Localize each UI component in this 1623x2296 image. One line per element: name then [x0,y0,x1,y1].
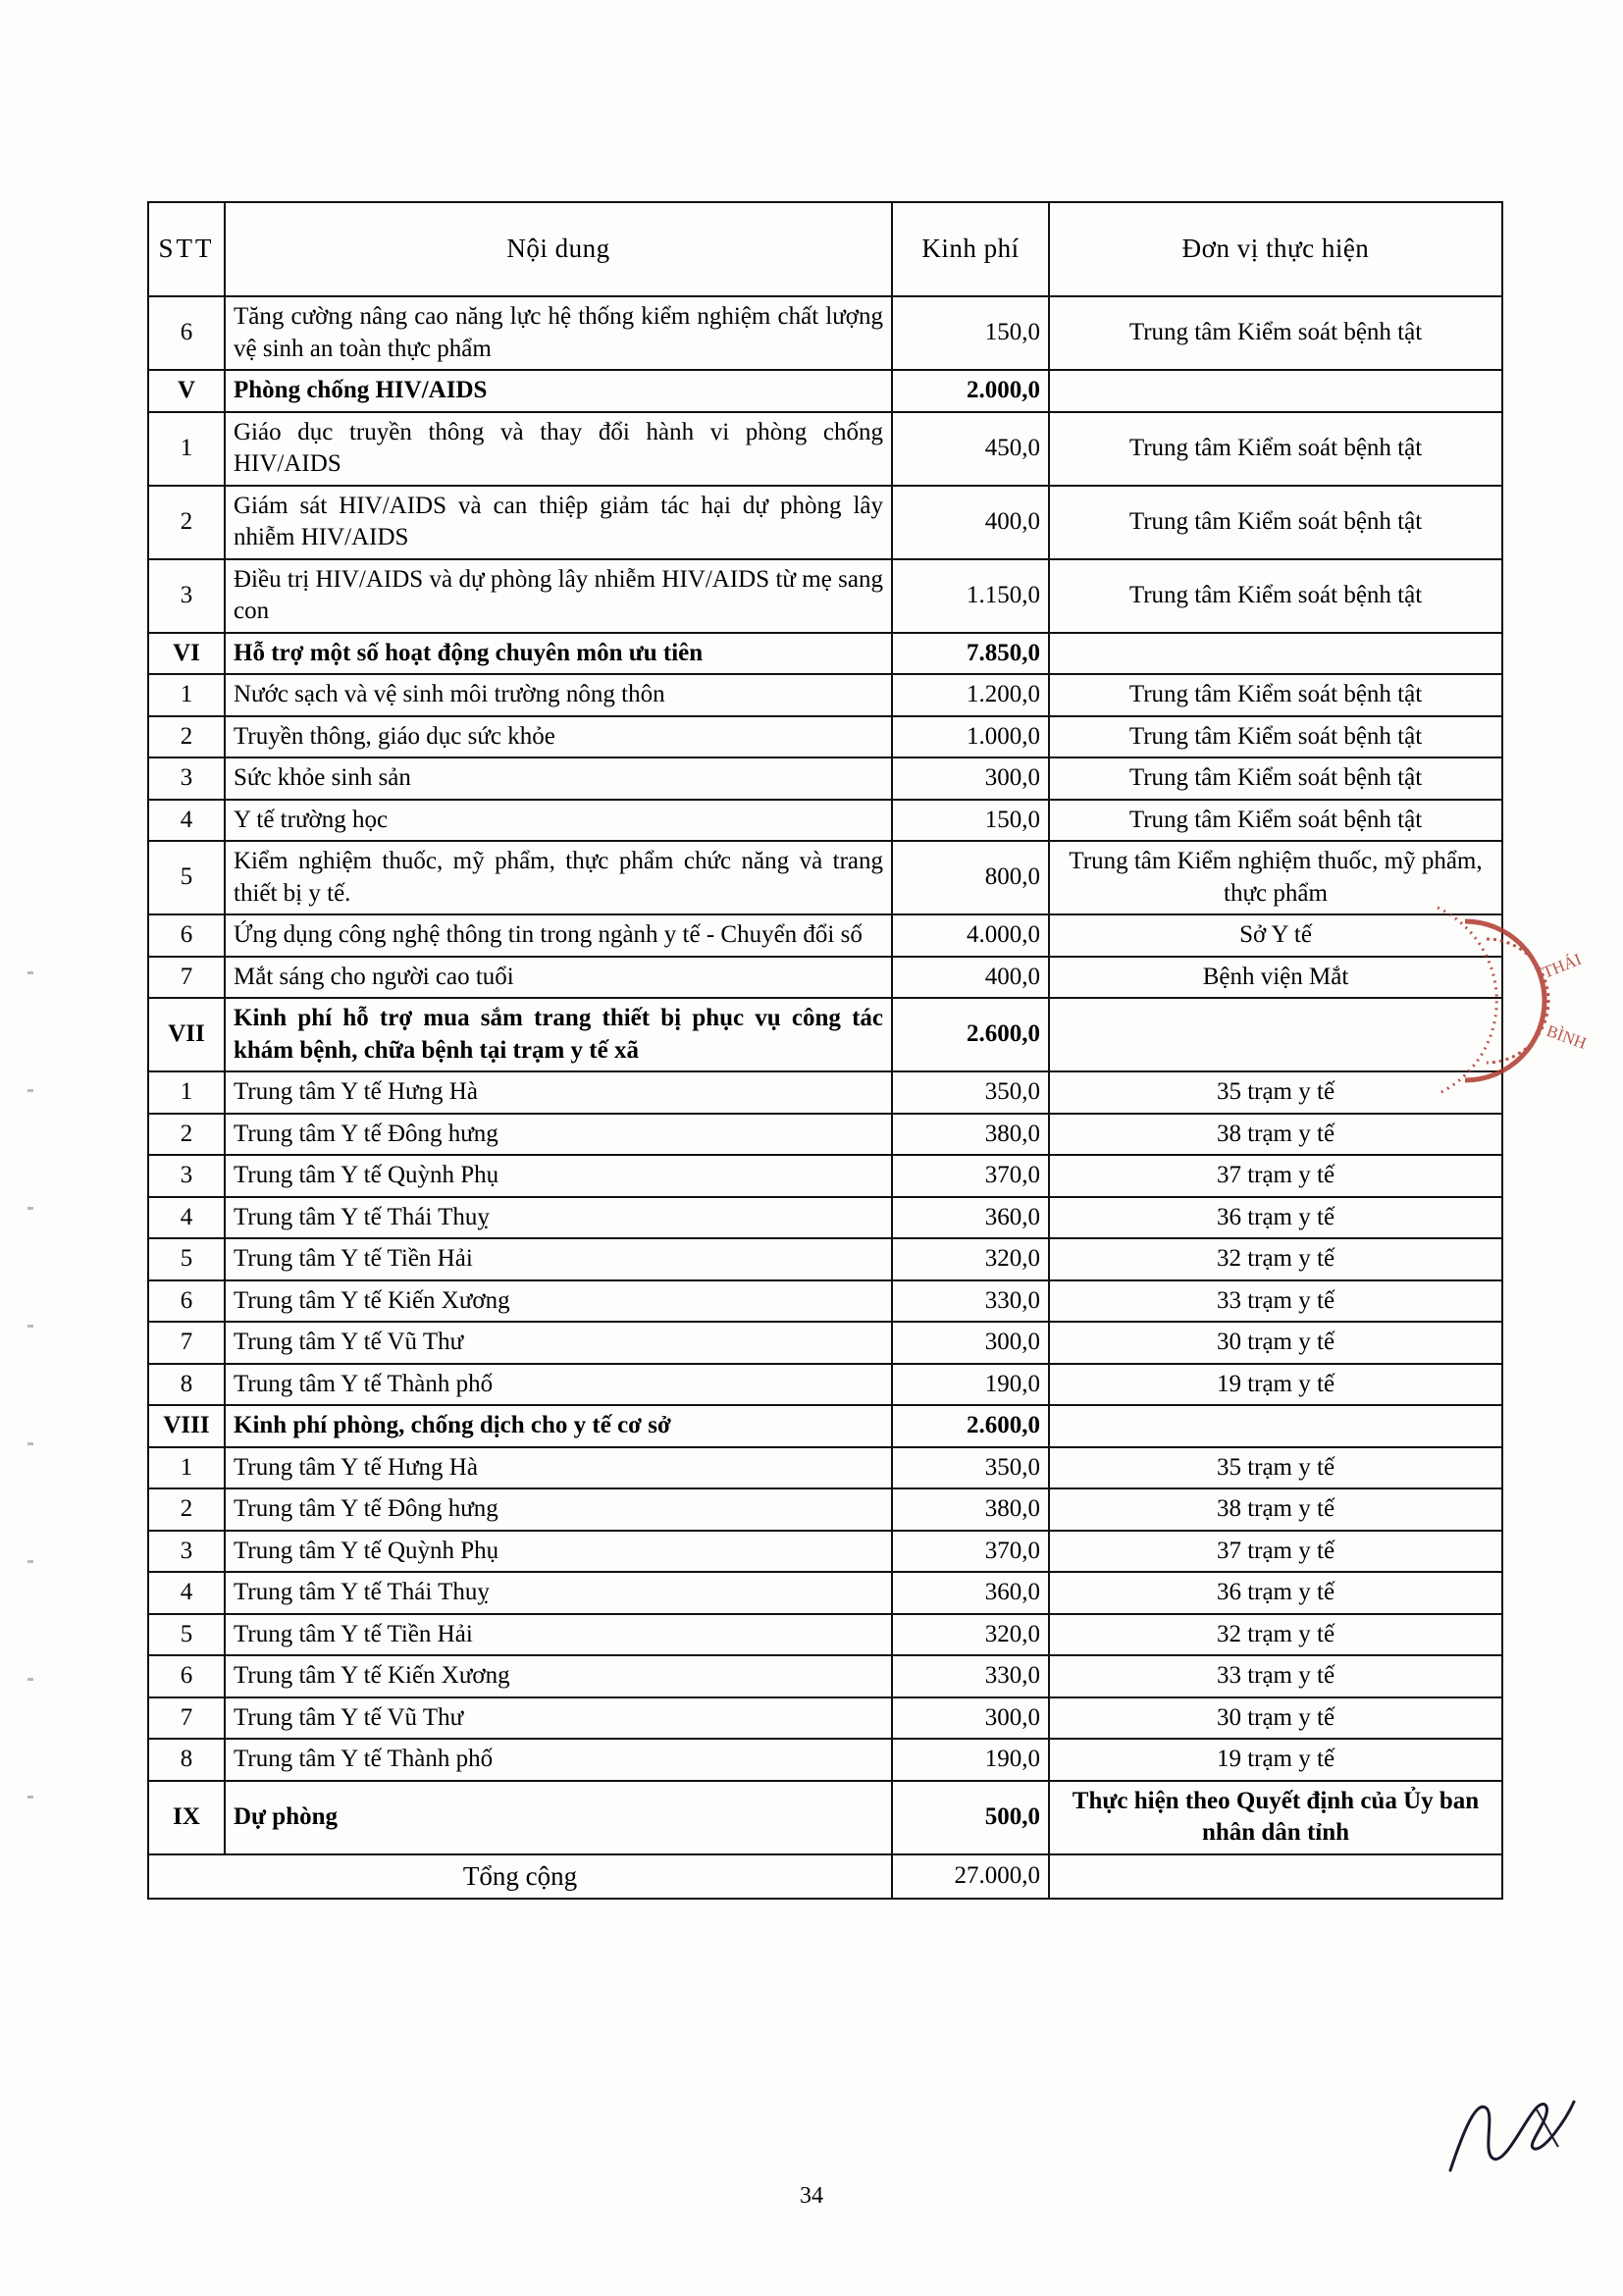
cell-stt: 6 [148,1655,225,1697]
cell-noi-dung: Trung tâm Y tế Thành phố [225,1364,892,1406]
stamp-text-bottom: BÌNH [1544,1020,1590,1053]
cell-noi-dung: Trung tâm Y tế Hưng Hà [225,1447,892,1489]
cell-kinh-phi: 330,0 [892,1280,1049,1323]
cell-kinh-phi: 2.600,0 [892,998,1049,1071]
cell-noi-dung: Kiểm nghiệm thuốc, mỹ phẩm, thực phẩm chức năng và trang thiết bị y tế. [225,841,892,914]
table-row [148,1531,1502,1573]
table-row [148,296,1502,370]
table-row [148,1655,1502,1697]
cell-stt: 2 [148,1488,225,1531]
cell-noi-dung: Kinh phí hỗ trợ mua sắm trang thiết bị phục vụ công tác khám bệnh, chữa bệnh tại trạm y tế xã [225,998,892,1071]
cell-noi-dung: Trung tâm Y tế Đông hưng [225,1114,892,1156]
cell-kinh-phi: 190,0 [892,1364,1049,1406]
cell-don-vi: Thực hiện theo Quyết định của Ủy ban nhân dân tỉnh [1049,1781,1502,1854]
cell-don-vi: 32 trạm y tế [1049,1238,1502,1280]
cell-stt: 6 [148,296,225,370]
cell-don-vi: 36 trạm y tế [1049,1197,1502,1239]
table-row [148,1197,1502,1239]
cell-don-vi: 33 trạm y tế [1049,1280,1502,1323]
cell-kinh-phi: 2.600,0 [892,1405,1049,1447]
cell-stt: 7 [148,1322,225,1364]
page-number: 34 [800,2183,823,2209]
cell-stt: 2 [148,716,225,758]
cell-kinh-phi: 7.850,0 [892,633,1049,675]
total-label: Tổng cộng [148,1854,892,1899]
cell-noi-dung: Dự phòng [225,1781,892,1854]
cell-stt: 6 [148,914,225,957]
cell-noi-dung: Giáo dục truyền thông và thay đổi hành vi phòng chống HIV/AIDS [225,412,892,486]
table-row [148,998,1502,1071]
table-row [148,1697,1502,1740]
cell-don-vi: 19 trạm y tế [1049,1739,1502,1781]
cell-don-vi [1049,1405,1502,1447]
cell-noi-dung: Sức khỏe sinh sản [225,757,892,800]
cell-kinh-phi: 800,0 [892,841,1049,914]
cell-don-vi: Bệnh viện Mắt [1049,957,1502,999]
table-row [148,1739,1502,1781]
table-row [148,841,1502,914]
cell-don-vi [1049,633,1502,675]
table-row [148,1071,1502,1114]
table-row [148,1572,1502,1614]
cell-kinh-phi: 300,0 [892,1322,1049,1364]
cell-kinh-phi: 400,0 [892,957,1049,999]
cell-noi-dung: Trung tâm Y tế Thái Thuỵ [225,1572,892,1614]
cell-noi-dung: Tăng cường nâng cao năng lực hệ thống kiểm nghiệm chất lượng vệ sinh an toàn thực phẩm [225,296,892,370]
table-row [148,1405,1502,1447]
cell-stt: 3 [148,757,225,800]
cell-noi-dung: Trung tâm Y tế Thành phố [225,1739,892,1781]
cell-stt: IX [148,1781,225,1854]
table-row [148,1238,1502,1280]
cell-noi-dung: Trung tâm Y tế Thái Thuỵ [225,1197,892,1239]
cell-don-vi: Trung tâm Kiểm soát bệnh tật [1049,674,1502,716]
cell-noi-dung: Trung tâm Y tế Vũ Thư [225,1697,892,1740]
table-body [148,296,1502,1899]
cell-kinh-phi: 400,0 [892,486,1049,559]
cell-don-vi: Trung tâm Kiểm soát bệnh tật [1049,757,1502,800]
table-row [148,1322,1502,1364]
cell-don-vi: Trung tâm Kiểm soát bệnh tật [1049,296,1502,370]
stamp-text-top: THÁI [1540,949,1585,982]
scan-margin-artifact [27,971,33,1854]
cell-stt: 1 [148,412,225,486]
table-row [148,1488,1502,1531]
cell-noi-dung: Phòng chống HIV/AIDS [225,370,892,412]
table-row [148,914,1502,957]
table-row [148,1114,1502,1156]
cell-noi-dung: Trung tâm Y tế Vũ Thư [225,1322,892,1364]
cell-noi-dung: Trung tâm Y tế Tiền Hải [225,1238,892,1280]
cell-kinh-phi: 320,0 [892,1614,1049,1656]
cell-kinh-phi: 1.200,0 [892,674,1049,716]
table-row [148,559,1502,633]
cell-don-vi: 33 trạm y tế [1049,1655,1502,1697]
cell-noi-dung: Trung tâm Y tế Kiến Xương [225,1280,892,1323]
cell-don-vi [1049,998,1502,1071]
cell-noi-dung: Ứng dụng công nghệ thông tin trong ngành y tế - Chuyển đổi số [225,914,892,957]
cell-kinh-phi: 1.000,0 [892,716,1049,758]
cell-stt: 6 [148,1280,225,1323]
cell-kinh-phi: 1.150,0 [892,559,1049,633]
table-row [148,1781,1502,1854]
table-header-row [148,202,1502,296]
cell-kinh-phi: 4.000,0 [892,914,1049,957]
table-row [148,1364,1502,1406]
cell-noi-dung: Trung tâm Y tế Tiền Hải [225,1614,892,1656]
cell-kinh-phi: 380,0 [892,1114,1049,1156]
cell-kinh-phi: 350,0 [892,1447,1049,1489]
cell-stt: V [148,370,225,412]
cell-don-vi: 37 trạm y tế [1049,1155,1502,1197]
cell-kinh-phi: 300,0 [892,1697,1049,1740]
cell-kinh-phi: 330,0 [892,1655,1049,1697]
cell-stt: 4 [148,1197,225,1239]
table-row [148,486,1502,559]
column-header-stt: STT [148,202,225,296]
cell-don-vi: Trung tâm Kiểm soát bệnh tật [1049,559,1502,633]
cell-noi-dung: Hỗ trợ một số hoạt động chuyên môn ưu tiên [225,633,892,675]
cell-stt: 4 [148,1572,225,1614]
cell-kinh-phi: 350,0 [892,1071,1049,1114]
cell-stt: 1 [148,1071,225,1114]
cell-don-vi: 38 trạm y tế [1049,1114,1502,1156]
budget-table [147,201,1503,1900]
cell-stt: VII [148,998,225,1071]
cell-kinh-phi: 370,0 [892,1531,1049,1573]
cell-noi-dung: Điều trị HIV/AIDS và dự phòng lây nhiễm HIV/AIDS từ mẹ sang con [225,559,892,633]
total-don-vi [1049,1854,1502,1899]
table-row [148,757,1502,800]
cell-kinh-phi: 300,0 [892,757,1049,800]
cell-stt: 5 [148,841,225,914]
cell-don-vi: Trung tâm Kiểm soát bệnh tật [1049,716,1502,758]
column-header-kinh-phi: Kinh phí [892,202,1049,296]
cell-noi-dung: Trung tâm Y tế Quỳnh Phụ [225,1155,892,1197]
cell-don-vi [1049,370,1502,412]
cell-stt: 8 [148,1739,225,1781]
cell-kinh-phi: 320,0 [892,1238,1049,1280]
cell-noi-dung: Truyền thông, giáo dục sức khỏe [225,716,892,758]
table-row [148,1447,1502,1489]
cell-kinh-phi: 450,0 [892,412,1049,486]
cell-stt: VI [148,633,225,675]
table-row [148,370,1502,412]
cell-don-vi: 19 trạm y tế [1049,1364,1502,1406]
cell-don-vi: Sở Y tế [1049,914,1502,957]
cell-don-vi: 35 trạm y tế [1049,1071,1502,1114]
cell-don-vi: Trung tâm Kiểm soát bệnh tật [1049,412,1502,486]
cell-don-vi: 37 trạm y tế [1049,1531,1502,1573]
cell-stt: 1 [148,674,225,716]
cell-noi-dung: Y tế trường học [225,800,892,842]
cell-stt: VIII [148,1405,225,1447]
cell-noi-dung: Nước sạch và vệ sinh môi trường nông thôn [225,674,892,716]
cell-don-vi: 38 trạm y tế [1049,1488,1502,1531]
cell-kinh-phi: 2.000,0 [892,370,1049,412]
table-row [148,1280,1502,1323]
column-header-don-vi: Đơn vị thực hiện [1049,202,1502,296]
cell-don-vi: 30 trạm y tế [1049,1322,1502,1364]
cell-stt: 3 [148,559,225,633]
cell-don-vi: Trung tâm Kiểm soát bệnh tật [1049,486,1502,559]
cell-stt: 7 [148,1697,225,1740]
cell-stt: 3 [148,1155,225,1197]
table-row [148,716,1502,758]
cell-don-vi: 30 trạm y tế [1049,1697,1502,1740]
cell-kinh-phi: 380,0 [892,1488,1049,1531]
table-row [148,674,1502,716]
cell-kinh-phi: 190,0 [892,1739,1049,1781]
cell-stt: 2 [148,486,225,559]
cell-noi-dung: Trung tâm Y tế Đông hưng [225,1488,892,1531]
cell-kinh-phi: 360,0 [892,1572,1049,1614]
cell-don-vi: 35 trạm y tế [1049,1447,1502,1489]
cell-don-vi: 32 trạm y tế [1049,1614,1502,1656]
cell-don-vi: 36 trạm y tế [1049,1572,1502,1614]
cell-noi-dung: Trung tâm Y tế Hưng Hà [225,1071,892,1114]
cell-noi-dung: Trung tâm Y tế Quỳnh Phụ [225,1531,892,1573]
table-row [148,1155,1502,1197]
cell-don-vi: Trung tâm Kiểm nghiệm thuốc, mỹ phẩm, thực phẩm [1049,841,1502,914]
cell-stt: 8 [148,1364,225,1406]
column-header-noi-dung: Nội dung [225,202,892,296]
cell-don-vi: Trung tâm Kiểm soát bệnh tật [1049,800,1502,842]
cell-kinh-phi: 370,0 [892,1155,1049,1197]
table-header [148,202,1502,296]
table-row [148,800,1502,842]
cell-kinh-phi: 150,0 [892,800,1049,842]
cell-noi-dung: Trung tâm Y tế Kiến Xương [225,1655,892,1697]
table-row [148,1614,1502,1656]
cell-kinh-phi: 360,0 [892,1197,1049,1239]
cell-stt: 3 [148,1531,225,1573]
table-row [148,412,1502,486]
total-value: 27.000,0 [892,1854,1049,1899]
cell-kinh-phi: 500,0 [892,1781,1049,1854]
cell-kinh-phi: 150,0 [892,296,1049,370]
cell-stt: 5 [148,1614,225,1656]
cell-stt: 4 [148,800,225,842]
cell-stt: 2 [148,1114,225,1156]
table-row [148,633,1502,675]
cell-noi-dung: Mắt sáng cho người cao tuổi [225,957,892,999]
cell-stt: 5 [148,1238,225,1280]
cell-noi-dung: Giám sát HIV/AIDS và can thiệp giảm tác hại dự phòng lây nhiễm HIV/AIDS [225,486,892,559]
cell-stt: 1 [148,1447,225,1489]
table-row [148,957,1502,999]
table-total-row [148,1854,1502,1899]
signature-mark [1442,2090,1590,2178]
cell-noi-dung: Kinh phí phòng, chống dịch cho y tế cơ sở [225,1405,892,1447]
budget-table-container [147,201,1501,1900]
cell-stt: 7 [148,957,225,999]
